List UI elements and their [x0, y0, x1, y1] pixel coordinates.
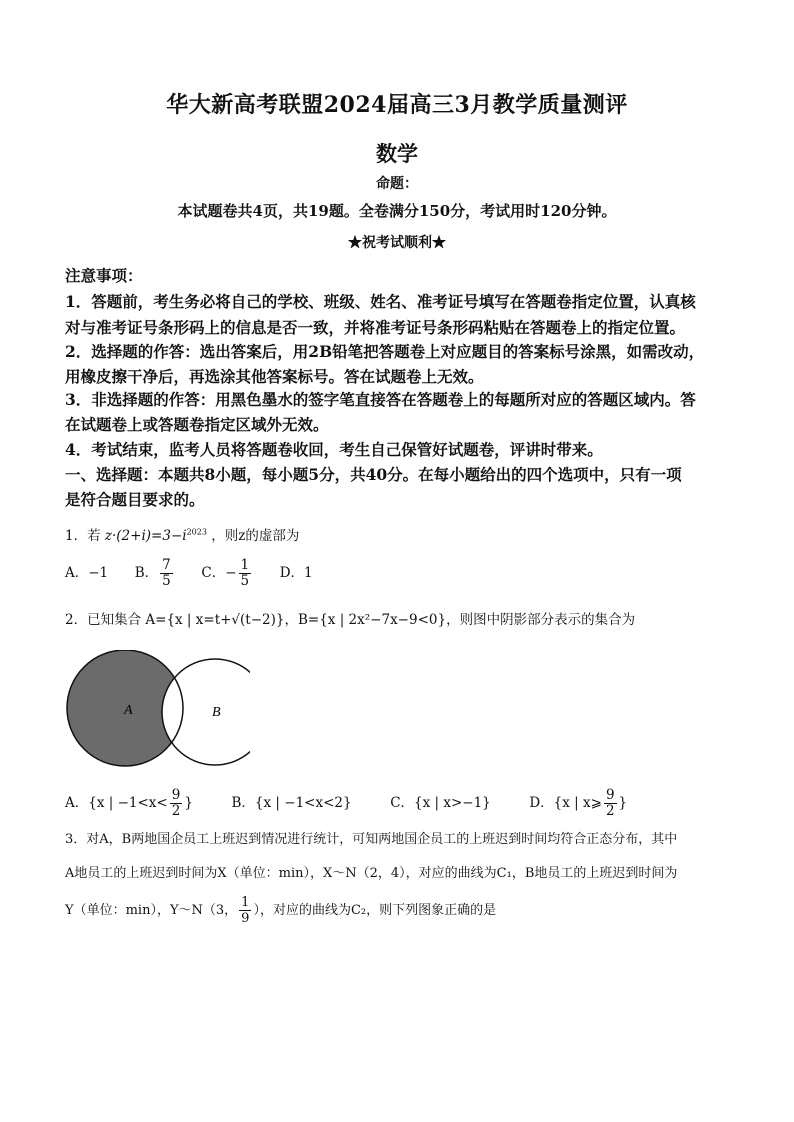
set-b-circle [162, 659, 250, 765]
q1-suffix: ，则z的虚部为 [211, 528, 300, 544]
notes-line: 在试题卷上或答题卷指定区域外无效。 [65, 415, 329, 434]
q2-option-b: B．{x | −1<x<2} [231, 795, 352, 811]
notes-line: 用橡皮擦干净后，再选涂其他答案标号。答在试题卷上无效。 [65, 367, 484, 386]
notes-line: 2．选择题的作答：选出答案后，用2B铅笔把答题卷上对应题目的答案标号涂黑，如需改动， [65, 342, 705, 361]
wish-line: ★祝考试顺利★ [348, 235, 446, 251]
q2-option-c: C．{x | x>−1} [390, 795, 491, 811]
question-3-line: A地员工的上班迟到时间为X（单位：min），X～N（2，4），对应的曲线为C₁，B地员工的上班迟到时间为 [65, 866, 678, 881]
q2-option-d: D．{x | x⩾ $\frac{9}{2}$ } [529, 787, 628, 819]
q1-option-b: B． $\frac{7}{5}$ [134, 557, 171, 589]
q1-option-d: D．1 [279, 565, 313, 581]
notes-line: 3．非选择题的作答：用黑色墨水的签字笔直接答在答题卷上的每题所对应的答题区域内。答 [65, 390, 696, 409]
notes-heading: 注意事项： [65, 266, 143, 285]
author-label: 命题： [376, 176, 418, 192]
question-3-line: 3．对A，B两地国企员工上班迟到情况进行统计，可知两地国企员工的上班迟到时间均符合正态分布，其中 [65, 832, 678, 847]
venn-diagram [60, 650, 250, 770]
notes-line: 4．考试结束，监考人员将答题卷收回，考生自己保管好试题卷，评讲时带来。 [65, 440, 603, 459]
section-heading-cont: 是符合题目要求的。 [65, 490, 205, 509]
question-3-line: Y（单位：min），Y～N（3， $\frac{1}{9}$ ），对应的曲线为C₂，则下列图象正确的是 [65, 895, 497, 926]
subject-title: 数学 [376, 141, 418, 166]
set-b-label: B [212, 705, 221, 720]
exam-title: 华大新高考联盟2024届高三3月教学质量测评 [166, 92, 628, 118]
question-2-options [65, 788, 627, 819]
q1-expression: z·(2+i)=3−i [104, 528, 187, 544]
q1-option-c: C．− $\frac{1}{5}$ [201, 557, 250, 589]
question-2-stem: 2．已知集合 A={x | x=t+√(t−2)}，B={x | 2x²−7x−9<0}，则图中阴影部分表示的集合为 [65, 612, 636, 628]
section-heading: 一、选择题：本题共8小题，每小题5分，共40分。在每小题给出的四个选项中，只有一项 [65, 465, 682, 484]
question-1-options [65, 558, 313, 589]
q1-prefix: 1．若 [65, 528, 101, 544]
q1-option-a: A．−1 [65, 565, 109, 581]
notes-line: 1．答题前，考生务必将自己的学校、班级、姓名、准考证号填写在答题卷指定位置，认真核 [65, 292, 696, 311]
question-1-stem [65, 524, 299, 544]
q1-exponent: 2023 [186, 527, 207, 537]
set-a-label: A [124, 703, 133, 718]
exam-summary: 本试题卷共4页，共19题。全卷满分150分，考试用时120分钟。 [177, 202, 617, 220]
notes-line: 对与准考证号条形码上的信息是否一致，并将准考证号条形码粘贴在答题卷上的指定位置。 [65, 318, 686, 337]
q2-option-a: A．{x | −1<x< $\frac{9}{2}$ } [65, 787, 193, 819]
